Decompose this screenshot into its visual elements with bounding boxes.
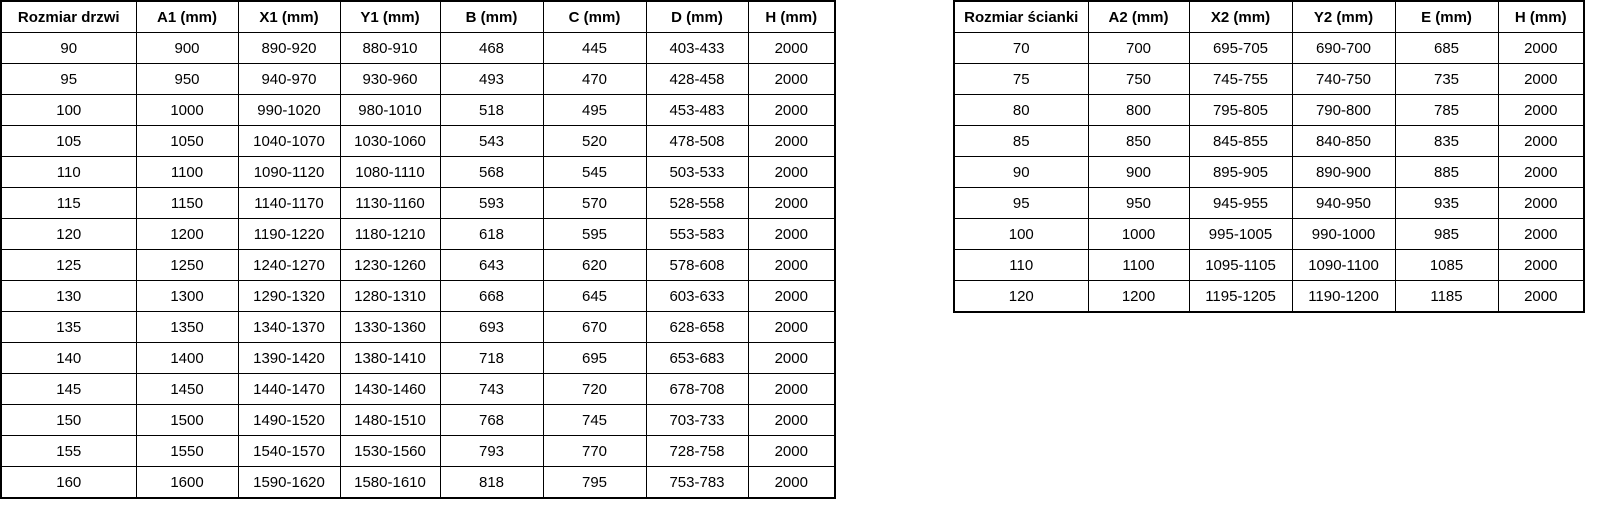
table-cell: 840-850 bbox=[1292, 126, 1395, 157]
header-cell: X1 (mm) bbox=[238, 1, 340, 33]
table-cell: 2000 bbox=[748, 188, 835, 219]
table-cell: 1330-1360 bbox=[340, 312, 440, 343]
header-cell: A2 (mm) bbox=[1088, 1, 1189, 33]
table-cell: 2000 bbox=[748, 312, 835, 343]
table-cell: 2000 bbox=[1498, 126, 1584, 157]
table-row bbox=[1, 64, 835, 95]
table-cell: 1440-1470 bbox=[238, 374, 340, 405]
table-row bbox=[954, 126, 1584, 157]
table-cell: 1380-1410 bbox=[340, 343, 440, 374]
table-cell: 2000 bbox=[748, 374, 835, 405]
header-row bbox=[954, 1, 1584, 33]
header-cell: E (mm) bbox=[1395, 1, 1498, 33]
table-cell: 735 bbox=[1395, 64, 1498, 95]
table-row bbox=[1, 188, 835, 219]
table-row bbox=[954, 95, 1584, 126]
table-row bbox=[954, 250, 1584, 281]
table-cell: 1250 bbox=[136, 250, 238, 281]
header-cell: B (mm) bbox=[440, 1, 543, 33]
table-row bbox=[1, 467, 835, 499]
table-cell: 95 bbox=[954, 188, 1088, 219]
table-cell: 125 bbox=[1, 250, 136, 281]
table-cell: 2000 bbox=[748, 95, 835, 126]
table-cell: 1090-1120 bbox=[238, 157, 340, 188]
table-cell: 2000 bbox=[1498, 188, 1584, 219]
table-cell: 115 bbox=[1, 188, 136, 219]
table-cell: 1140-1170 bbox=[238, 188, 340, 219]
table-cell: 643 bbox=[440, 250, 543, 281]
table-cell: 1185 bbox=[1395, 281, 1498, 313]
table-cell: 2000 bbox=[1498, 64, 1584, 95]
table-cell: 160 bbox=[1, 467, 136, 499]
table-cell: 668 bbox=[440, 281, 543, 312]
table-cell: 693 bbox=[440, 312, 543, 343]
table-cell: 685 bbox=[1395, 33, 1498, 64]
table-cell: 885 bbox=[1395, 157, 1498, 188]
table-cell: 1180-1210 bbox=[340, 219, 440, 250]
header-cell: A1 (mm) bbox=[136, 1, 238, 33]
table-cell: 503-533 bbox=[646, 157, 748, 188]
table-cell: 1130-1160 bbox=[340, 188, 440, 219]
table-cell: 720 bbox=[543, 374, 646, 405]
table-cell: 930-960 bbox=[340, 64, 440, 95]
table-cell: 130 bbox=[1, 281, 136, 312]
table-cell: 880-910 bbox=[340, 33, 440, 64]
header-cell: H (mm) bbox=[748, 1, 835, 33]
table-cell: 740-750 bbox=[1292, 64, 1395, 95]
table-cell: 628-658 bbox=[646, 312, 748, 343]
table-cell: 2000 bbox=[748, 405, 835, 436]
table-cell: 940-970 bbox=[238, 64, 340, 95]
header-cell: Rozmiar ścianki bbox=[954, 1, 1088, 33]
table-cell: 445 bbox=[543, 33, 646, 64]
header-cell: D (mm) bbox=[646, 1, 748, 33]
table-cell: 745-755 bbox=[1189, 64, 1292, 95]
table-row bbox=[954, 64, 1584, 95]
table-cell: 75 bbox=[954, 64, 1088, 95]
table-row bbox=[1, 374, 835, 405]
table-cell: 1000 bbox=[136, 95, 238, 126]
table-cell: 568 bbox=[440, 157, 543, 188]
table-row bbox=[1, 219, 835, 250]
table-cell: 428-458 bbox=[646, 64, 748, 95]
table-cell: 890-920 bbox=[238, 33, 340, 64]
table-cell: 2000 bbox=[1498, 219, 1584, 250]
table-cell: 1085 bbox=[1395, 250, 1498, 281]
table-cell: 135 bbox=[1, 312, 136, 343]
table-cell: 728-758 bbox=[646, 436, 748, 467]
table-cell: 795-805 bbox=[1189, 95, 1292, 126]
table-row bbox=[1, 405, 835, 436]
table-cell: 1290-1320 bbox=[238, 281, 340, 312]
table-cell: 768 bbox=[440, 405, 543, 436]
table-cell: 603-633 bbox=[646, 281, 748, 312]
wall-table-body bbox=[954, 33, 1584, 313]
table-cell: 995-1005 bbox=[1189, 219, 1292, 250]
table-cell: 150 bbox=[1, 405, 136, 436]
table-cell: 785 bbox=[1395, 95, 1498, 126]
header-cell: Rozmiar drzwi bbox=[1, 1, 136, 33]
table-cell: 990-1000 bbox=[1292, 219, 1395, 250]
table-cell: 1190-1220 bbox=[238, 219, 340, 250]
table-cell: 553-583 bbox=[646, 219, 748, 250]
table-cell: 770 bbox=[543, 436, 646, 467]
table-cell: 795 bbox=[543, 467, 646, 499]
table-cell: 120 bbox=[1, 219, 136, 250]
table-cell: 100 bbox=[954, 219, 1088, 250]
table-row bbox=[1, 312, 835, 343]
table-cell: 950 bbox=[136, 64, 238, 95]
table-cell: 618 bbox=[440, 219, 543, 250]
table-cell: 1100 bbox=[136, 157, 238, 188]
table-cell: 140 bbox=[1, 343, 136, 374]
table-cell: 1530-1560 bbox=[340, 436, 440, 467]
wall-size-table bbox=[953, 0, 1585, 313]
table-cell: 690-700 bbox=[1292, 33, 1395, 64]
table-cell: 1600 bbox=[136, 467, 238, 499]
table-cell: 520 bbox=[543, 126, 646, 157]
header-cell: Y2 (mm) bbox=[1292, 1, 1395, 33]
table-cell: 2000 bbox=[748, 33, 835, 64]
table-cell: 793 bbox=[440, 436, 543, 467]
table-cell: 80 bbox=[954, 95, 1088, 126]
table-row bbox=[954, 188, 1584, 219]
table-cell: 750 bbox=[1088, 64, 1189, 95]
table-cell: 1100 bbox=[1088, 250, 1189, 281]
table-cell: 1200 bbox=[136, 219, 238, 250]
table-row bbox=[1, 281, 835, 312]
table-row bbox=[1, 343, 835, 374]
table-cell: 120 bbox=[954, 281, 1088, 313]
table-cell: 1500 bbox=[136, 405, 238, 436]
table-cell: 1590-1620 bbox=[238, 467, 340, 499]
table-cell: 495 bbox=[543, 95, 646, 126]
table-cell: 578-608 bbox=[646, 250, 748, 281]
table-cell: 743 bbox=[440, 374, 543, 405]
table-cell: 935 bbox=[1395, 188, 1498, 219]
table-cell: 593 bbox=[440, 188, 543, 219]
table-cell: 105 bbox=[1, 126, 136, 157]
table-cell: 1580-1610 bbox=[340, 467, 440, 499]
table-cell: 2000 bbox=[748, 250, 835, 281]
wall-table-header bbox=[954, 1, 1584, 33]
table-cell: 155 bbox=[1, 436, 136, 467]
table-cell: 1080-1110 bbox=[340, 157, 440, 188]
table-cell: 570 bbox=[543, 188, 646, 219]
table-cell: 2000 bbox=[748, 343, 835, 374]
table-cell: 1540-1570 bbox=[238, 436, 340, 467]
header-cell: X2 (mm) bbox=[1189, 1, 1292, 33]
table-cell: 1550 bbox=[136, 436, 238, 467]
table-cell: 620 bbox=[543, 250, 646, 281]
table-cell: 2000 bbox=[1498, 95, 1584, 126]
table-cell: 528-558 bbox=[646, 188, 748, 219]
table-cell: 1280-1310 bbox=[340, 281, 440, 312]
table-cell: 2000 bbox=[748, 219, 835, 250]
table-row bbox=[954, 281, 1584, 313]
table-cell: 145 bbox=[1, 374, 136, 405]
table-cell: 695 bbox=[543, 343, 646, 374]
table-cell: 1390-1420 bbox=[238, 343, 340, 374]
table-cell: 1190-1200 bbox=[1292, 281, 1395, 313]
table-cell: 1300 bbox=[136, 281, 238, 312]
table-row bbox=[1, 95, 835, 126]
table-cell: 1090-1100 bbox=[1292, 250, 1395, 281]
table-cell: 1195-1205 bbox=[1189, 281, 1292, 313]
table-cell: 2000 bbox=[748, 64, 835, 95]
table-cell: 110 bbox=[954, 250, 1088, 281]
table-cell: 518 bbox=[440, 95, 543, 126]
door-table-header bbox=[1, 1, 835, 33]
table-cell: 900 bbox=[136, 33, 238, 64]
table-cell: 403-433 bbox=[646, 33, 748, 64]
table-row bbox=[954, 157, 1584, 188]
table-cell: 2000 bbox=[748, 436, 835, 467]
table-cell: 1450 bbox=[136, 374, 238, 405]
table-row bbox=[1, 33, 835, 64]
table-cell: 670 bbox=[543, 312, 646, 343]
table-cell: 493 bbox=[440, 64, 543, 95]
table-cell: 985 bbox=[1395, 219, 1498, 250]
header-row bbox=[1, 1, 835, 33]
header-cell: Y1 (mm) bbox=[340, 1, 440, 33]
table-cell: 890-900 bbox=[1292, 157, 1395, 188]
table-row bbox=[1, 126, 835, 157]
table-cell: 1000 bbox=[1088, 219, 1189, 250]
table-cell: 85 bbox=[954, 126, 1088, 157]
header-cell: C (mm) bbox=[543, 1, 646, 33]
table-cell: 845-855 bbox=[1189, 126, 1292, 157]
table-cell: 653-683 bbox=[646, 343, 748, 374]
table-cell: 703-733 bbox=[646, 405, 748, 436]
table-cell: 835 bbox=[1395, 126, 1498, 157]
table-cell: 800 bbox=[1088, 95, 1189, 126]
table-cell: 2000 bbox=[1498, 157, 1584, 188]
table-row bbox=[1, 157, 835, 188]
table-cell: 645 bbox=[543, 281, 646, 312]
table-cell: 718 bbox=[440, 343, 543, 374]
table-cell: 1150 bbox=[136, 188, 238, 219]
table-cell: 695-705 bbox=[1189, 33, 1292, 64]
table-cell: 753-783 bbox=[646, 467, 748, 499]
table-cell: 110 bbox=[1, 157, 136, 188]
table-cell: 1030-1060 bbox=[340, 126, 440, 157]
table-cell: 543 bbox=[440, 126, 543, 157]
table-cell: 700 bbox=[1088, 33, 1189, 64]
table-cell: 1040-1070 bbox=[238, 126, 340, 157]
table-cell: 95 bbox=[1, 64, 136, 95]
table-cell: 1350 bbox=[136, 312, 238, 343]
table-cell: 1240-1270 bbox=[238, 250, 340, 281]
table-cell: 478-508 bbox=[646, 126, 748, 157]
table-cell: 595 bbox=[543, 219, 646, 250]
table-cell: 453-483 bbox=[646, 95, 748, 126]
table-cell: 1050 bbox=[136, 126, 238, 157]
table-cell: 940-950 bbox=[1292, 188, 1395, 219]
table-cell: 678-708 bbox=[646, 374, 748, 405]
table-cell: 990-1020 bbox=[238, 95, 340, 126]
table-cell: 745 bbox=[543, 405, 646, 436]
table-cell: 2000 bbox=[748, 467, 835, 499]
table-cell: 980-1010 bbox=[340, 95, 440, 126]
table-cell: 1480-1510 bbox=[340, 405, 440, 436]
table-cell: 818 bbox=[440, 467, 543, 499]
table-cell: 545 bbox=[543, 157, 646, 188]
door-table-body bbox=[1, 33, 835, 499]
table-cell: 895-905 bbox=[1189, 157, 1292, 188]
table-cell: 1490-1520 bbox=[238, 405, 340, 436]
table-cell: 790-800 bbox=[1292, 95, 1395, 126]
table-cell: 1430-1460 bbox=[340, 374, 440, 405]
table-cell: 1200 bbox=[1088, 281, 1189, 313]
table-cell: 850 bbox=[1088, 126, 1189, 157]
table-cell: 468 bbox=[440, 33, 543, 64]
table-cell: 2000 bbox=[1498, 281, 1584, 313]
table-row bbox=[1, 436, 835, 467]
table-cell: 2000 bbox=[1498, 33, 1584, 64]
table-row bbox=[954, 33, 1584, 64]
table-cell: 945-955 bbox=[1189, 188, 1292, 219]
table-cell: 90 bbox=[954, 157, 1088, 188]
table-cell: 1400 bbox=[136, 343, 238, 374]
table-cell: 2000 bbox=[748, 281, 835, 312]
table-cell: 1340-1370 bbox=[238, 312, 340, 343]
table-cell: 70 bbox=[954, 33, 1088, 64]
table-row bbox=[1, 250, 835, 281]
table-cell: 2000 bbox=[748, 157, 835, 188]
table-cell: 470 bbox=[543, 64, 646, 95]
table-row bbox=[954, 219, 1584, 250]
header-cell: H (mm) bbox=[1498, 1, 1584, 33]
table-cell: 950 bbox=[1088, 188, 1189, 219]
table-cell: 100 bbox=[1, 95, 136, 126]
table-cell: 90 bbox=[1, 33, 136, 64]
table-cell: 2000 bbox=[1498, 250, 1584, 281]
table-cell: 900 bbox=[1088, 157, 1189, 188]
table-cell: 1230-1260 bbox=[340, 250, 440, 281]
table-cell: 1095-1105 bbox=[1189, 250, 1292, 281]
table-cell: 2000 bbox=[748, 126, 835, 157]
